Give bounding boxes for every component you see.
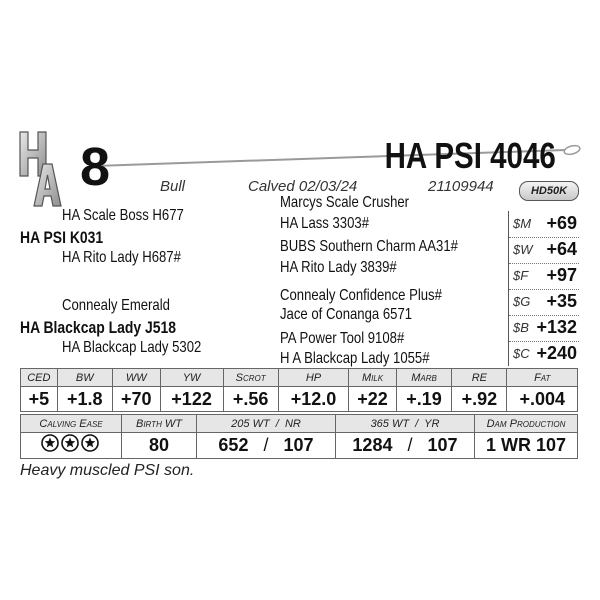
calving-ease-star-icon (42, 435, 58, 451)
calved-date: Calved 02/03/24 (248, 178, 358, 195)
lot-number: 8 (80, 137, 110, 197)
epd-header-row (21, 369, 578, 387)
index-row (509, 237, 579, 264)
animal-name (347, 135, 556, 176)
g3-ancestor (280, 216, 389, 232)
weaning-weight-ratio (197, 433, 336, 459)
g3-ancestor-text: H A Blackcap Lady 1055# (280, 350, 430, 367)
g3-ancestor-text: HA Rito Lady 3839# (280, 259, 397, 276)
index-value: +69 (546, 213, 577, 233)
index-row (509, 289, 579, 316)
calving-ease-star-icon (82, 435, 98, 451)
dollar-index-panel (508, 211, 579, 366)
wt205-value: 652 (218, 435, 249, 455)
g3-ancestor (280, 288, 477, 304)
ha-logo-graphic (14, 128, 64, 208)
epd-header: YW (160, 369, 223, 387)
epd-value: +22 (349, 387, 397, 412)
dam-production: 1 WR 107 (475, 433, 578, 459)
sire-sire (62, 208, 211, 224)
index-label: $M (513, 216, 532, 231)
index-label: $B (513, 320, 529, 335)
epd-header: Fat (507, 369, 578, 387)
epd-value-row (21, 387, 578, 412)
index-value: +97 (546, 265, 577, 285)
dam-dam (62, 340, 232, 356)
g3-ancestor (280, 239, 497, 255)
epd-value: +122 (160, 387, 223, 412)
production-header: Birth WT (122, 415, 197, 433)
epd-header: WW (112, 369, 160, 387)
production-table (20, 414, 578, 459)
sire-sire-text: HA Scale Boss H677 (62, 207, 184, 224)
epd-header: Marb (396, 369, 451, 387)
index-value: +64 (546, 239, 577, 259)
epd-header: BW (57, 369, 112, 387)
index-value: +132 (536, 317, 577, 337)
index-label: $G (513, 294, 531, 309)
index-row (509, 211, 579, 238)
animal-name-text: HA PSI 4046 (384, 135, 556, 176)
g3-ancestor-text: Jace of Conanga 6571 (280, 306, 413, 323)
g3-ancestor-text: Connealy Confidence Plus# (280, 287, 442, 304)
wt365-value: 1284 (352, 435, 393, 455)
epd-value: +.56 (223, 387, 278, 412)
g3-ancestor-text: HA Lass 3303# (280, 215, 369, 232)
dam (20, 319, 210, 336)
epd-value: +.004 (507, 387, 578, 412)
yearling-weight-ratio (336, 433, 475, 459)
g3-ancestor-text: PA Power Tool 9108# (280, 330, 405, 347)
g3-ancestor-text: BUBS Southern Charm AA31# (280, 238, 458, 255)
index-value: +240 (536, 343, 577, 363)
calving-ease-stars (21, 433, 122, 459)
epd-header: CED (21, 369, 58, 387)
star-rating-icon (41, 434, 101, 452)
birth-weight: 80 (122, 433, 197, 459)
epd-table (20, 368, 578, 412)
production-header: Calving Ease (21, 415, 122, 433)
registration-number: 21109944 (428, 178, 494, 195)
epd-header: HP (278, 369, 348, 387)
g3-ancestor (280, 307, 441, 323)
ha-logo (14, 128, 64, 208)
sex-label: Bull (160, 178, 186, 195)
g3-ancestor (280, 260, 422, 276)
production-header: Dam Production (475, 415, 578, 433)
sire-dam (62, 250, 207, 266)
ratio-separator: / (263, 435, 269, 455)
epd-value: +.92 (452, 387, 507, 412)
epd-header: Scrot (223, 369, 278, 387)
epd-header: RE (452, 369, 507, 387)
dam-sire-text: Connealy Emerald (62, 297, 170, 314)
g3-ancestor-text: Marcys Scale Crusher (280, 194, 410, 211)
production-header-row (21, 415, 578, 433)
epd-value: +70 (112, 387, 160, 412)
calving-ease-star-icon (62, 435, 78, 451)
epd-value: +.19 (396, 387, 451, 412)
g3-ancestor (280, 351, 462, 367)
ratio-separator: / (407, 435, 413, 455)
dam-dam-text: HA Blackcap Lady 5302 (62, 339, 202, 356)
g3-ancestor (280, 195, 437, 211)
epd-header: Milk (349, 369, 397, 387)
production-value-row (21, 433, 578, 459)
index-row (509, 263, 579, 290)
index-row (509, 315, 579, 342)
production-header: 205 WT / NR (197, 415, 336, 433)
production-header: 365 WT / YR (336, 415, 475, 433)
epd-value: +12.0 (278, 387, 348, 412)
nr-value: 107 (283, 435, 314, 455)
lot-comment: Heavy muscled PSI son. (20, 462, 195, 479)
dam-sire (62, 298, 194, 314)
dam-text: HA Blackcap Lady J518 (20, 318, 177, 337)
sire (20, 229, 121, 246)
epd-value: +5 (21, 387, 58, 412)
index-label: $F (513, 268, 529, 283)
epd-value: +1.8 (57, 387, 112, 412)
index-label: $W (513, 242, 533, 257)
index-row (509, 341, 579, 367)
sire-dam-text: HA Rito Lady H687# (62, 249, 181, 266)
index-value: +35 (546, 291, 577, 311)
yr-value: 107 (427, 435, 458, 455)
hd50k-badge: HD50K (519, 181, 579, 201)
sire-text: HA PSI K031 (20, 228, 104, 247)
g3-ancestor (280, 331, 432, 347)
index-label: $C (513, 346, 530, 361)
